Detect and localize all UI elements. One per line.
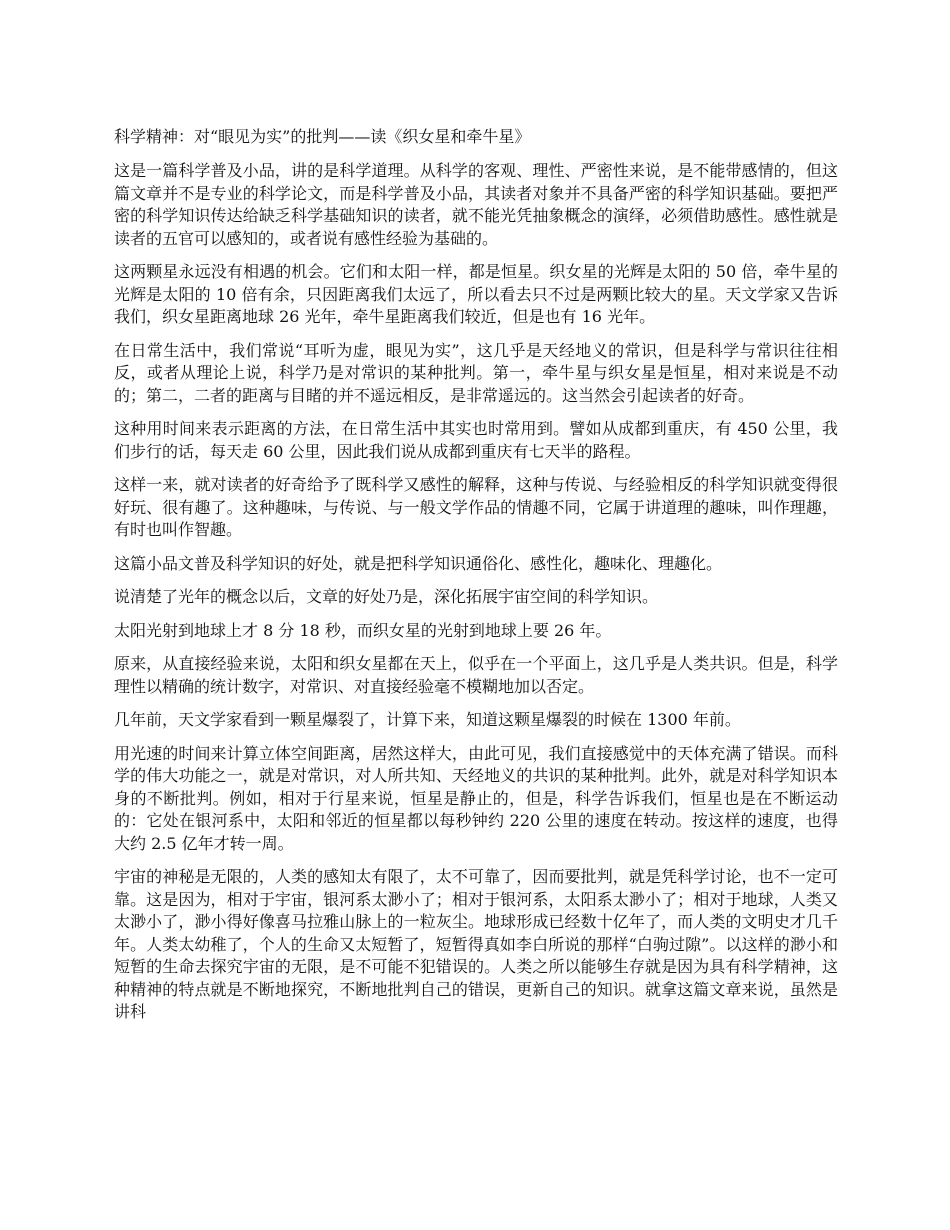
document-page: [114, 126, 838, 1035]
paragraph-10: 几年前，天文学家看到一颗星爆裂了，计算下来，知道这颗星爆裂的时候在 1300 年前。: [114, 710, 741, 729]
paragraph-4: 这种用时间来表示距离的方法，在日常生活中其实也时常用到。譬如从成都到重庆，有 450 公里，我们步行的话，每天走 60 公里，因此我们说从成都到重庆有七天半的路程。: [114, 419, 838, 461]
paragraph-8: 太阳光射到地球上才 8 分 18 秒，而织女星的光射到地球上要 26 年。: [114, 620, 612, 640]
paragraph-11: 用光速的时间来计算立体空间距离，居然这样大，由此可见，我们直接感觉中的天体充满了错误。而科学的伟大功能之一，就是对常识，对人所共知、天经地义的共识的某种批判。此外，就是对科学知识本身的不断批判。例如，相对于行星来说，恒星是静止的，但是，科学告诉我们，恒星也是在不断运动的：它处在银河系中，太阳和邻近的恒星都以每秒钟约 220 公里的速度在转动。按这样的速度，也得大约 2.5 亿年才转一周。: [114, 743, 838, 853]
paragraph-6: 这篇小品文普及科学知识的好处，就是把科学知识通俗化、感性化，趣味化、理趣化。: [114, 553, 723, 573]
paragraph-2: 这两颗星永远没有相遇的机会。它们和太阳一样，都是恒星。织女星的光辉是太阳的 50 倍，牵牛星的光辉是太阳的 10 倍有余，只因距离我们太远了，所以看去只不过是两颗比较大的星。天文学家又告诉我们，织女星距离地球 26 光年，牵牛星距离我们较近，但是也有 16 光年。: [114, 262, 838, 326]
paragraph-3: 在日常生活中，我们常说“耳听为虚，眼见为实”，这几乎是天经地义的常识，但是科学与常识往往相反，或者从理论上说，科学乃是对常识的某种批判。第一，牵牛星与织女星是恒星，相对来说是不动的；第二，二者的距离与目睹的并不遥远相反，是非常遥远的。这当然会引起读者的好奇。: [114, 340, 838, 405]
paragraph-12: 宇宙的神秘是无限的，人类的感知太有限了，太不可靠了，因而要批判，就是凭科学讨论，也不一定可靠。这是因为，相对于宇宙，银河系太渺小了；相对于银河系，太阳系太渺小了；相对于地球，人类又太渺小了，渺小得好像喜马拉雅山脉上的一粒灰尘。地球形成已经数十亿年了，而人类的文明史才几千年。人类太幼稚了，个人的生命又太短暂了，短暂得真如李白所说的那样“白驹过隙”。以这样的渺小和短暂的生命去探究宇宙的无限，是不可能不犯错误的。人类之所以能够生存就是因为具有科学精神，这种精神的特点就是不断地探究，不断地批判自己的错误，更新自己的知识。就拿这篇文章来说，虽然是讲科: [114, 867, 838, 1021]
document-title: 科学精神：对“眼见为实”的批判——读《织女星和牵牛星》: [114, 127, 531, 146]
paragraph-7: 说清楚了光年的概念以后，文章的好处乃是，深化拓展宇宙空间的科学知识。: [114, 587, 659, 606]
paragraph-9: 原来，从直接经验来说，太阳和织女星都在天上，似乎在一个平面上，这几乎是人类共识。但是，科学理性以精确的统计数字，对常识、对直接经验毫不模糊地加以否定。: [114, 654, 838, 696]
paragraph-5: 这样一来，就对读者的好奇给予了既科学又感性的解释，这种与传说、与经验相反的科学知识就变得很好玩、很有趣了。这种趣味，与传说、与一般文学作品的情趣不同，它属于讲道理的趣味，叫作理趣，有时也叫作智趣。: [114, 475, 838, 539]
paragraph-1: 这是一篇科学普及小品，讲的是科学道理。从科学的客观、理性、严密性来说，是不能带感情的，但这篇文章并不是专业的科学论文，而是科学普及小品，其读者对象并不具备严密的科学知识基础。要把严密的科学知识传达给缺乏科学基础知识的读者，就不能光凭抽象概念的演绎，必须借助感性。感性就是读者的五官可以感知的，或者说有感性经验为基础的。: [114, 161, 838, 248]
